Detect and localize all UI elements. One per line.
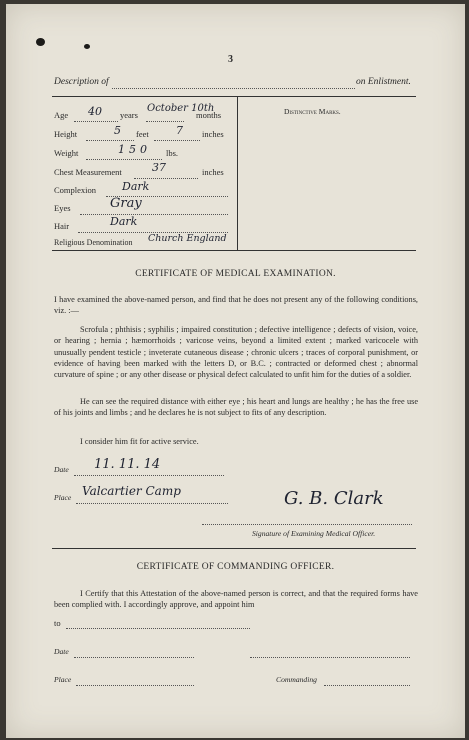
medical-place-value: Valcartier Camp xyxy=(82,484,181,498)
page-number: 3 xyxy=(228,54,233,65)
medical-place-label: Place xyxy=(54,493,72,502)
hair-value: Dark xyxy=(110,215,138,228)
to-label: to xyxy=(54,618,61,628)
medical-date-value: 11. 11. 14 xyxy=(94,457,161,472)
medical-vision: He can see the required distance with either eye ; his heart and lungs are healthy ; he has the free use of his joints and limbs ; and he declares he is not subject to fits of any description. xyxy=(54,397,418,418)
medical-officer-signature: G. B. Clark xyxy=(284,488,384,509)
complexion-value: Dark xyxy=(122,180,150,193)
medical-intro: I have examined the above-named person, and find that he does not present any of the following conditions, viz. :— xyxy=(54,295,418,316)
eyes-label: Eyes xyxy=(54,203,71,213)
inches-value: 7 xyxy=(176,124,183,137)
height-label: Height xyxy=(54,129,78,139)
weight-value: 150 xyxy=(118,143,151,156)
commanding-text: I Certify that this Attestation of the above-named person is correct, and that the required forms have been complied with. I accordingly approve, and appoint him xyxy=(54,589,418,610)
punch-hole xyxy=(36,38,45,46)
column-divider xyxy=(237,97,238,250)
religion-label: Religious Denomination xyxy=(54,238,133,247)
table-bottom-rule xyxy=(52,250,416,251)
inches-label: inches xyxy=(202,129,224,139)
hair-label: Hair xyxy=(54,221,70,231)
description-suffix: on Enlistment. xyxy=(356,77,411,87)
commanding-certificate-title: CERTIFICATE OF COMMANDING OFFICER. xyxy=(136,562,335,572)
chest-unit: inches xyxy=(202,167,224,177)
religion-value: Church England xyxy=(148,233,227,244)
lbs-label: lbs. xyxy=(166,148,179,158)
years-label: years xyxy=(120,110,138,120)
age-value: 40 xyxy=(88,105,102,118)
signature-caption: Signature of Examining Medical Officer. xyxy=(252,529,376,538)
distinctive-marks-label: Distinctive Marks. xyxy=(284,107,341,116)
commanding-label: Commanding xyxy=(276,675,317,684)
feet-value: 5 xyxy=(114,124,121,137)
description-prefix: Description of xyxy=(54,77,109,87)
section-rule xyxy=(52,548,416,549)
feet-label: feet xyxy=(136,129,149,139)
months-label: months xyxy=(196,110,222,120)
top-rule xyxy=(52,96,416,97)
medical-certificate-title: CERTIFICATE OF MEDICAL EXAMINATION. xyxy=(135,269,336,279)
months-value: October 10th xyxy=(147,103,215,114)
medical-conditions: Scrofula ; phthisis ; syphilis ; impaired constitution ; defective intelligence ; defects of vision, voice, or hearing ; hernia ; hæmorrhoids ; varicose veins, beyond a limited extent ; marked varicocele with unusually pendent testicle ; inveterate cutaneous disease ; chronic ulcers ; traces of corporal punishment, or evidence of having been marked with the letters D, or B.C. ; contracted or deformed chest ; abnormal curvature of spine ; or any other disease or physical defect calculated to unfit him for the duties of a soldier. xyxy=(54,325,418,380)
commanding-place-label: Place xyxy=(54,675,72,684)
medical-date-label: Date xyxy=(54,465,69,474)
chest-label: Chest Measurement xyxy=(54,167,122,177)
weight-label: Weight xyxy=(54,148,79,158)
age-label: Age xyxy=(54,110,69,120)
medical-fit: I consider him fit for active service. xyxy=(80,437,199,446)
chest-value: 37 xyxy=(152,161,166,174)
eyes-value: Gray xyxy=(110,196,142,211)
attestation-page xyxy=(6,4,465,738)
punch-hole xyxy=(84,44,90,49)
commanding-date-label: Date xyxy=(54,647,69,656)
complexion-label: Complexion xyxy=(54,185,97,195)
